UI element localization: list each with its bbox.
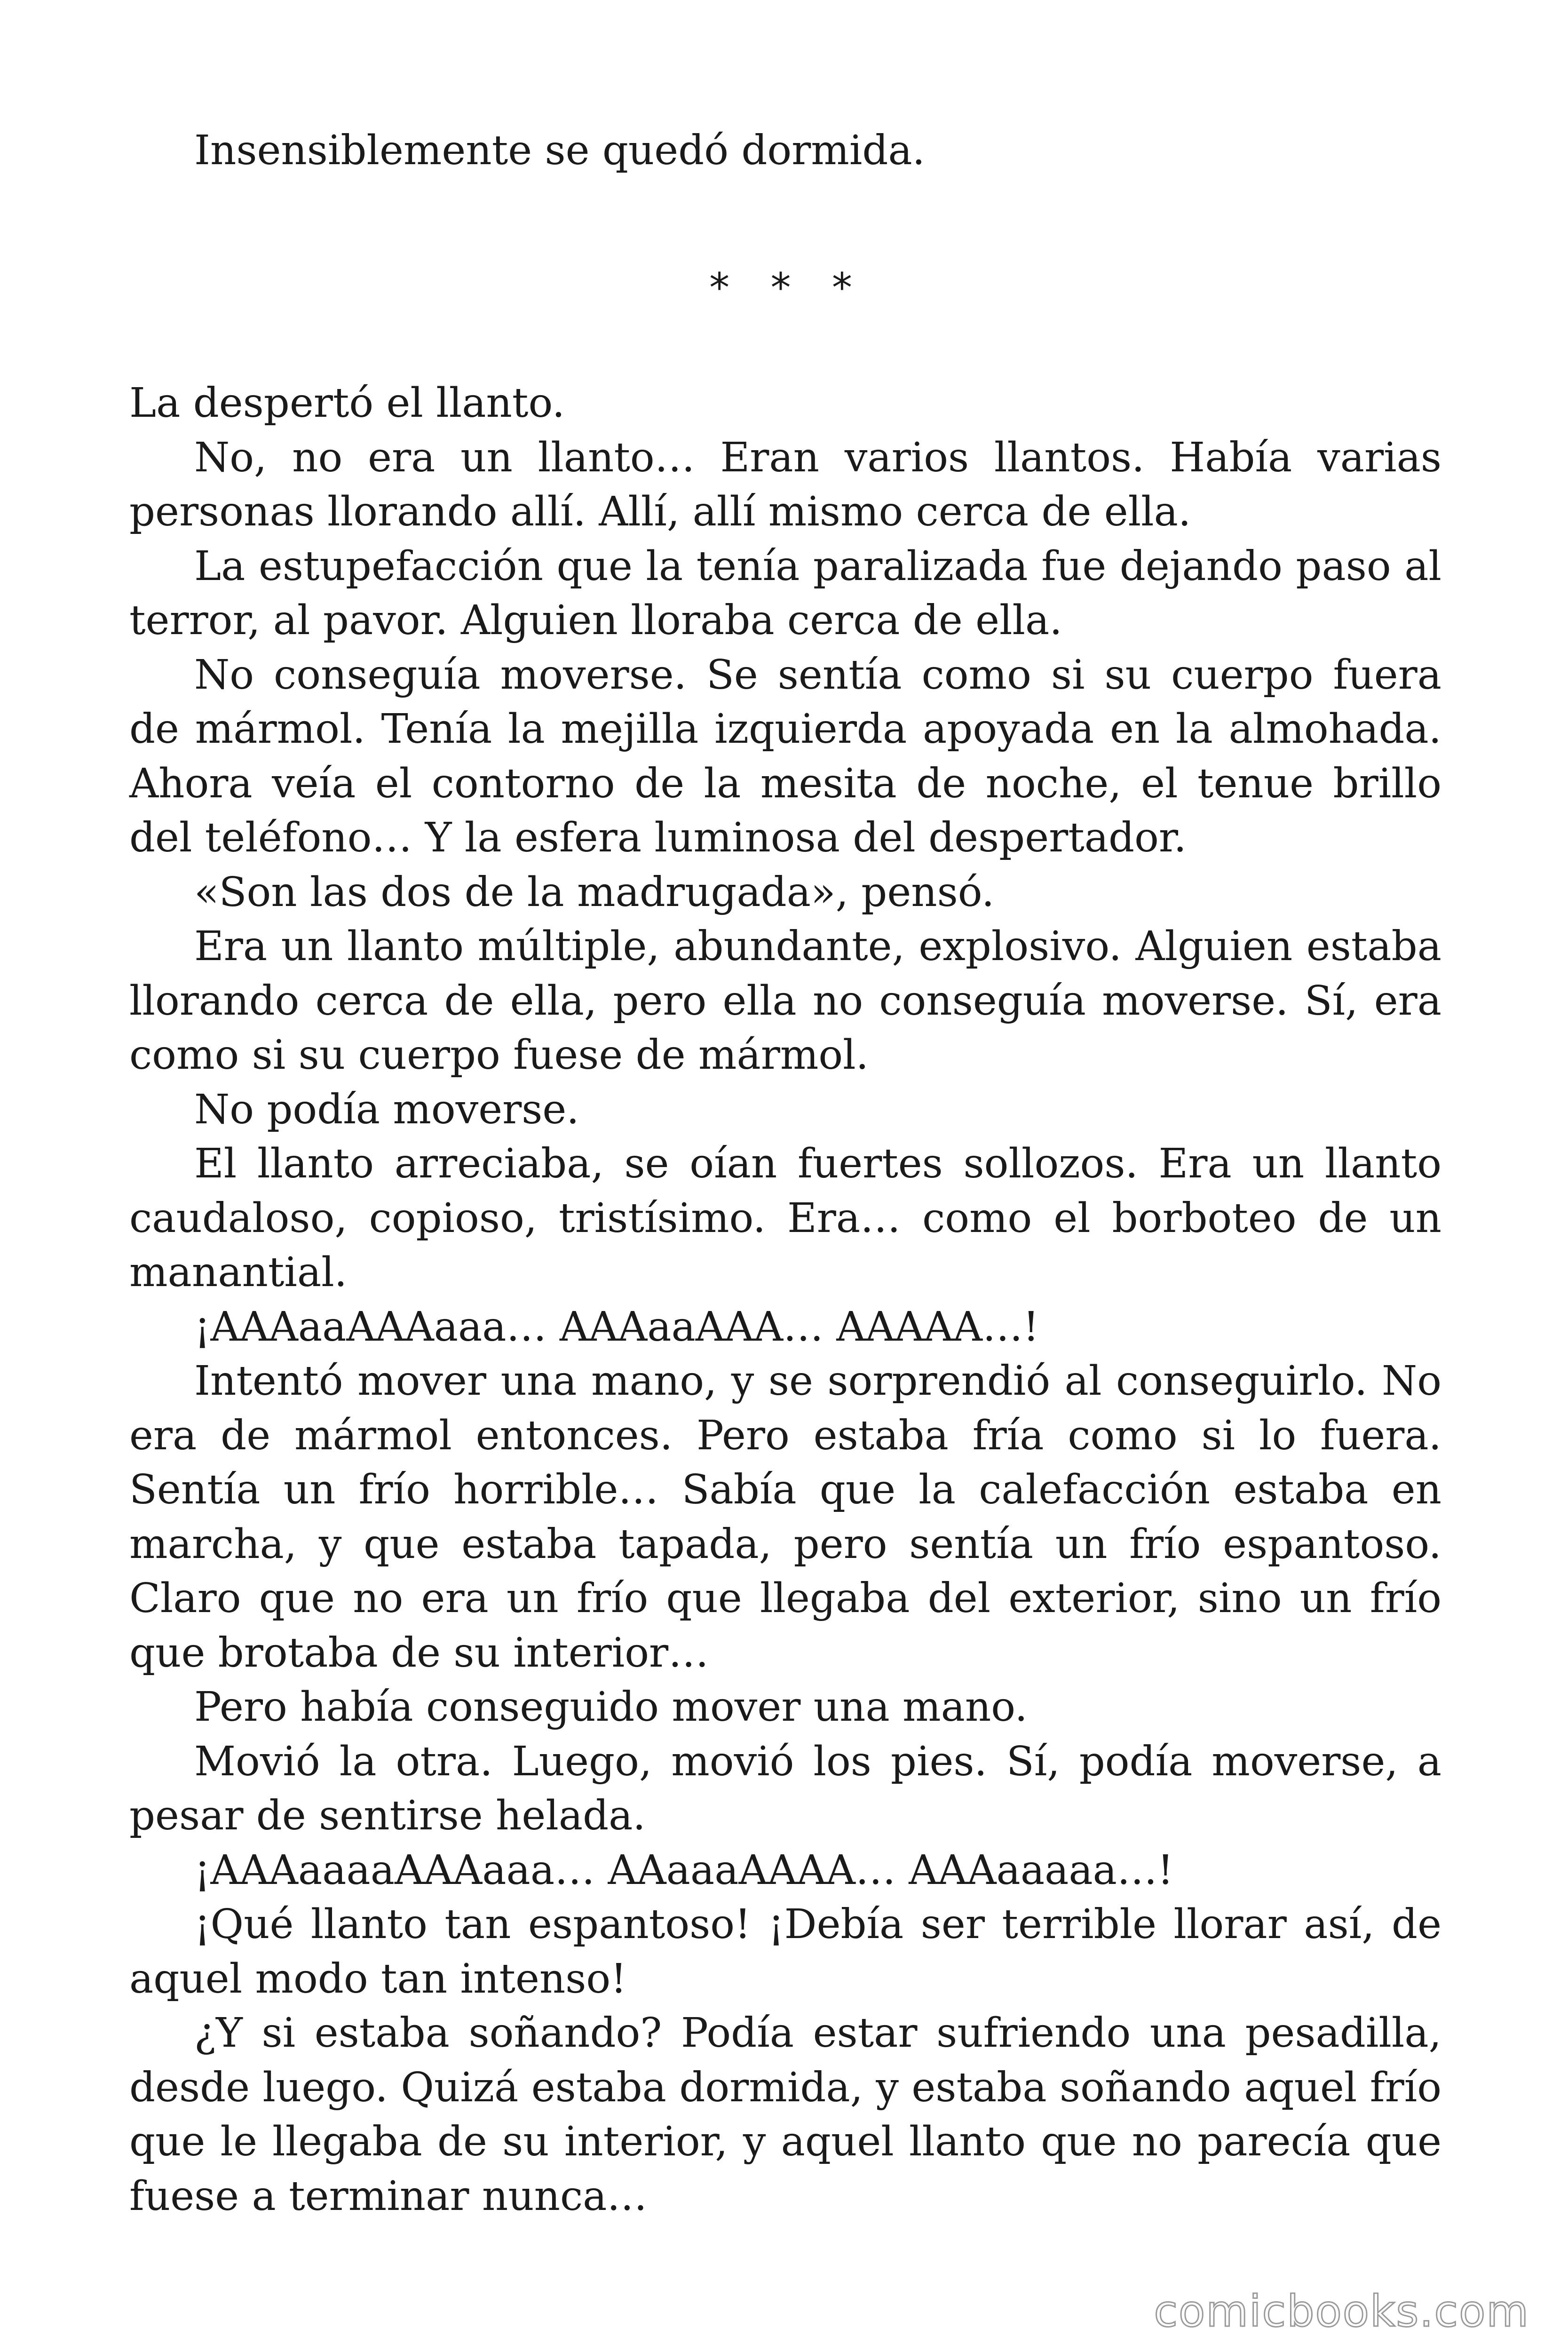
paragraph: Pero había conseguido mover una mano. <box>194 1684 1028 1731</box>
paragraph: ¿Y si estaba soñando? Podía estar sufriendo una pesadilla, desde luego. Quizá estaba dormida, y estaba soñando aquel frío que le llegaba de su interior, y aquel llanto que no parecía que fuese a terminar nunca… <box>129 2010 1441 2220</box>
paragraph: Insensiblemente se quedó dormida. <box>194 127 926 174</box>
paragraph: Era un llanto múltiple, abundante, explosivo. Alguien estaba llorando cerca de ella, pero ella no conseguía moverse. Sí, era como si su cuerpo fuese de mármol. <box>129 923 1441 1079</box>
paragraph: ¡AAAaaaaAAAaaa… AAaaaAAAA… AAAaaaaa…! <box>194 1846 1174 1894</box>
paragraph: Movió la otra. Luego, movió los pies. Sí, podía moverse, a pesar de sentirse helada. <box>129 1738 1441 1839</box>
paragraph: ¡AAAaaAAAaaa… AAAaaAAA… AAAAA…! <box>194 1303 1039 1351</box>
paragraph: La despertó el llanto. <box>129 380 565 427</box>
main-text-block <box>129 376 1441 2224</box>
paragraph: ¡Qué llanto tan espantoso! ¡Debía ser terrible llorar así, de aquel modo tan intenso! <box>129 1901 1441 2002</box>
watermark: comicbooks.com <box>1154 2286 1529 2336</box>
paragraph: «Son las dos de la madrugada», pensó. <box>194 868 995 916</box>
top-text-block <box>129 124 1441 178</box>
paragraph: No conseguía moverse. Se sentía como si su cuerpo fuera de mármol. Tenía la mejilla izquierda apoyada en la almohada. Ahora veía el contorno de la mesita de noche, el tenue brillo del teléfono… Y la esfera luminosa del despertador. <box>129 651 1441 861</box>
paragraph: No podía moverse. <box>194 1086 579 1133</box>
scene-separator <box>0 261 1568 315</box>
paragraph: Intentó mover una mano, y se sorprendió al conseguirlo. No era de mármol entonces. Pero estaba fría como si lo fuera. Sentía un frío horrible… Sabía que la calefacción estaba en marcha, y que estaba tapada, pero sentía un frío espantoso. Claro que no era un frío que llegaba del exterior, sino un frío que brotaba de su interior… <box>129 1358 1441 1677</box>
paragraph: No, no era un llanto… Eran varios llantos. Había varias personas llorando allí. Allí, allí mismo cerca de ella. <box>129 434 1441 535</box>
paragraph: El llanto arreciaba, se oían fuertes sollozos. Era un llanto caudaloso, copioso, tristísimo. Era… como el borboteo de un manantial. <box>129 1140 1441 1296</box>
paragraph: La estupefacción que la tenía paralizada fue dejando paso al terror, al pavor. Alguien lloraba cerca de ella. <box>129 542 1441 644</box>
separator-asterisks: * * * <box>709 264 866 311</box>
